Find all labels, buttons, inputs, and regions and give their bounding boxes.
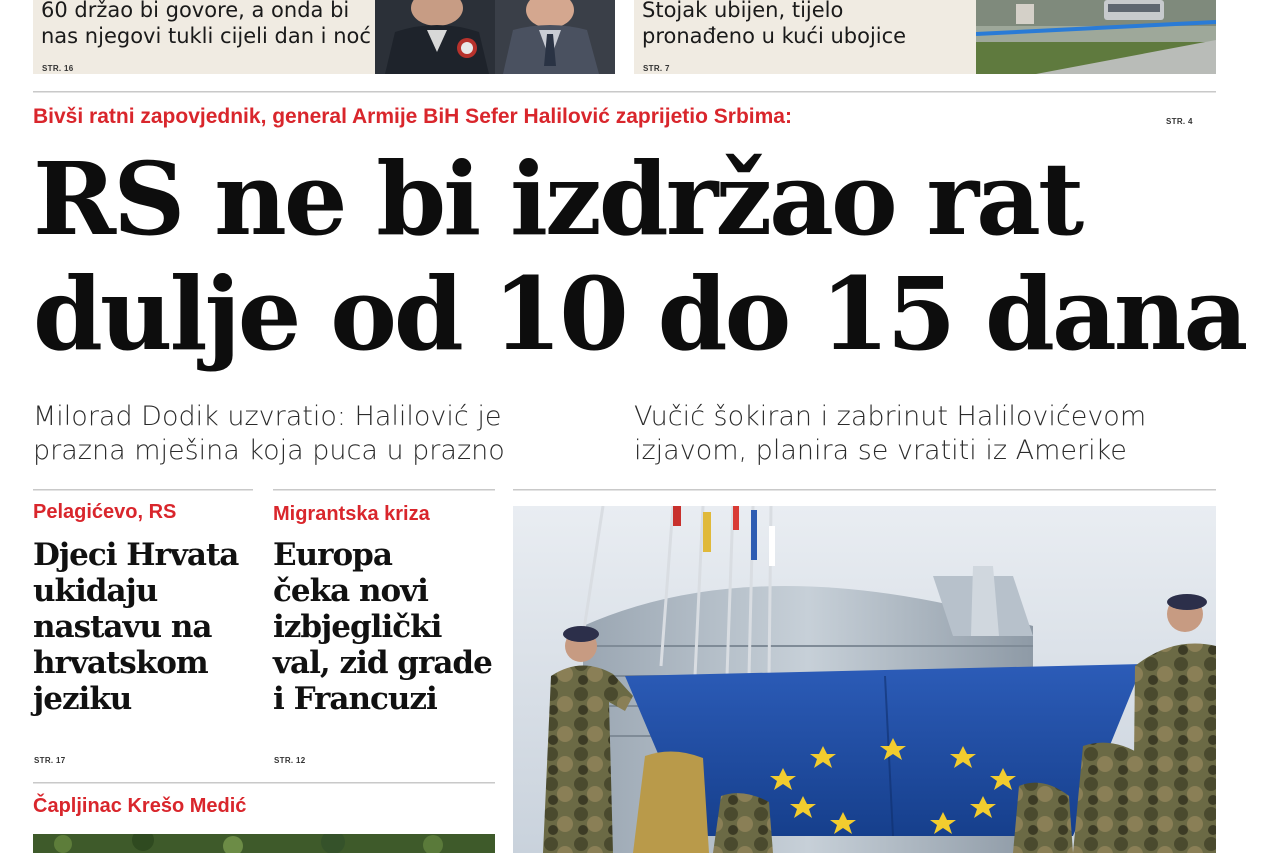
story-2-title-line4: val, zid grade	[273, 645, 492, 681]
top-teaser-1-photo	[375, 0, 615, 74]
lead-photo-eu-flag	[513, 506, 1216, 853]
story-2-title-line1: Europa	[273, 537, 392, 573]
top-teaser-1[interactable]	[33, 0, 615, 74]
top-teaser-2-photo	[976, 0, 1216, 74]
lead-kicker: Bivši ratni zapovjednik, general Armije BiH Sefer Halilović zaprijetio Srbima:	[33, 105, 792, 128]
story-pelagicevo[interactable]	[33, 498, 255, 770]
story-2-kicker: Migrantska kriza	[273, 503, 430, 525]
story-2-title-line5: i Francuzi	[273, 681, 437, 717]
lead-headline-line1: RS ne bi izdržao rat	[33, 140, 1082, 258]
divider-story-1	[33, 489, 253, 491]
divider-story-2	[273, 489, 495, 491]
story-1-kicker: Pelagićevo, RS	[33, 501, 177, 523]
story-migrantska-kriza[interactable]	[273, 498, 497, 770]
story-2-title-line2: čeka novi	[273, 573, 428, 609]
divider-photo	[513, 489, 1216, 491]
lead-deck-left-line2: prazna mješina koja puca u prazno	[33, 435, 505, 466]
top-teaser-1-line2: nas njegovi tukli cijeli dan i noć	[41, 24, 371, 48]
bottom-story-photo	[33, 834, 495, 853]
top-teaser-1-line1: 60 držao bi govore, a onda bi	[41, 0, 350, 22]
story-1-page-ref: STR. 17	[34, 756, 66, 765]
story-1-title-line4: hrvatskom	[33, 645, 208, 681]
top-teaser-2-line2: pronađeno u kući ubojice	[642, 24, 907, 48]
top-teaser-2[interactable]	[634, 0, 1216, 74]
story-1-title-line1: Djeci Hrvata	[33, 537, 239, 573]
top-teaser-2-line1: Stojak ubijen, tijelo	[642, 0, 844, 22]
divider-bottom-story	[33, 782, 495, 784]
lead-headline-line2: dulje od 10 do 15 dana	[33, 255, 1246, 373]
lead-deck-right-line1: Vučić šokiran i zabrinut Halilovićevom	[634, 401, 1147, 432]
story-2-title-line3: izbjeglički	[273, 609, 442, 645]
bottom-story-kicker: Čapljinac Krešo Medić	[33, 795, 247, 817]
lead-deck-right-line2: izjavom, planira se vratiti iz Amerike	[634, 435, 1127, 466]
story-1-title-line2: ukidaju	[33, 573, 158, 609]
lead-page-ref: STR. 4	[1166, 117, 1193, 126]
lead-deck-left-line1: Milorad Dodik uzvratio: Halilović je	[33, 401, 502, 432]
story-2-page-ref: STR. 12	[274, 756, 306, 765]
story-1-title-line5: jeziku	[33, 681, 132, 717]
divider-top	[33, 91, 1216, 93]
top-teaser-1-page-ref: STR. 16	[42, 64, 74, 73]
top-teaser-2-page-ref: STR. 7	[643, 64, 670, 73]
story-1-title-line3: nastavu na	[33, 609, 212, 645]
